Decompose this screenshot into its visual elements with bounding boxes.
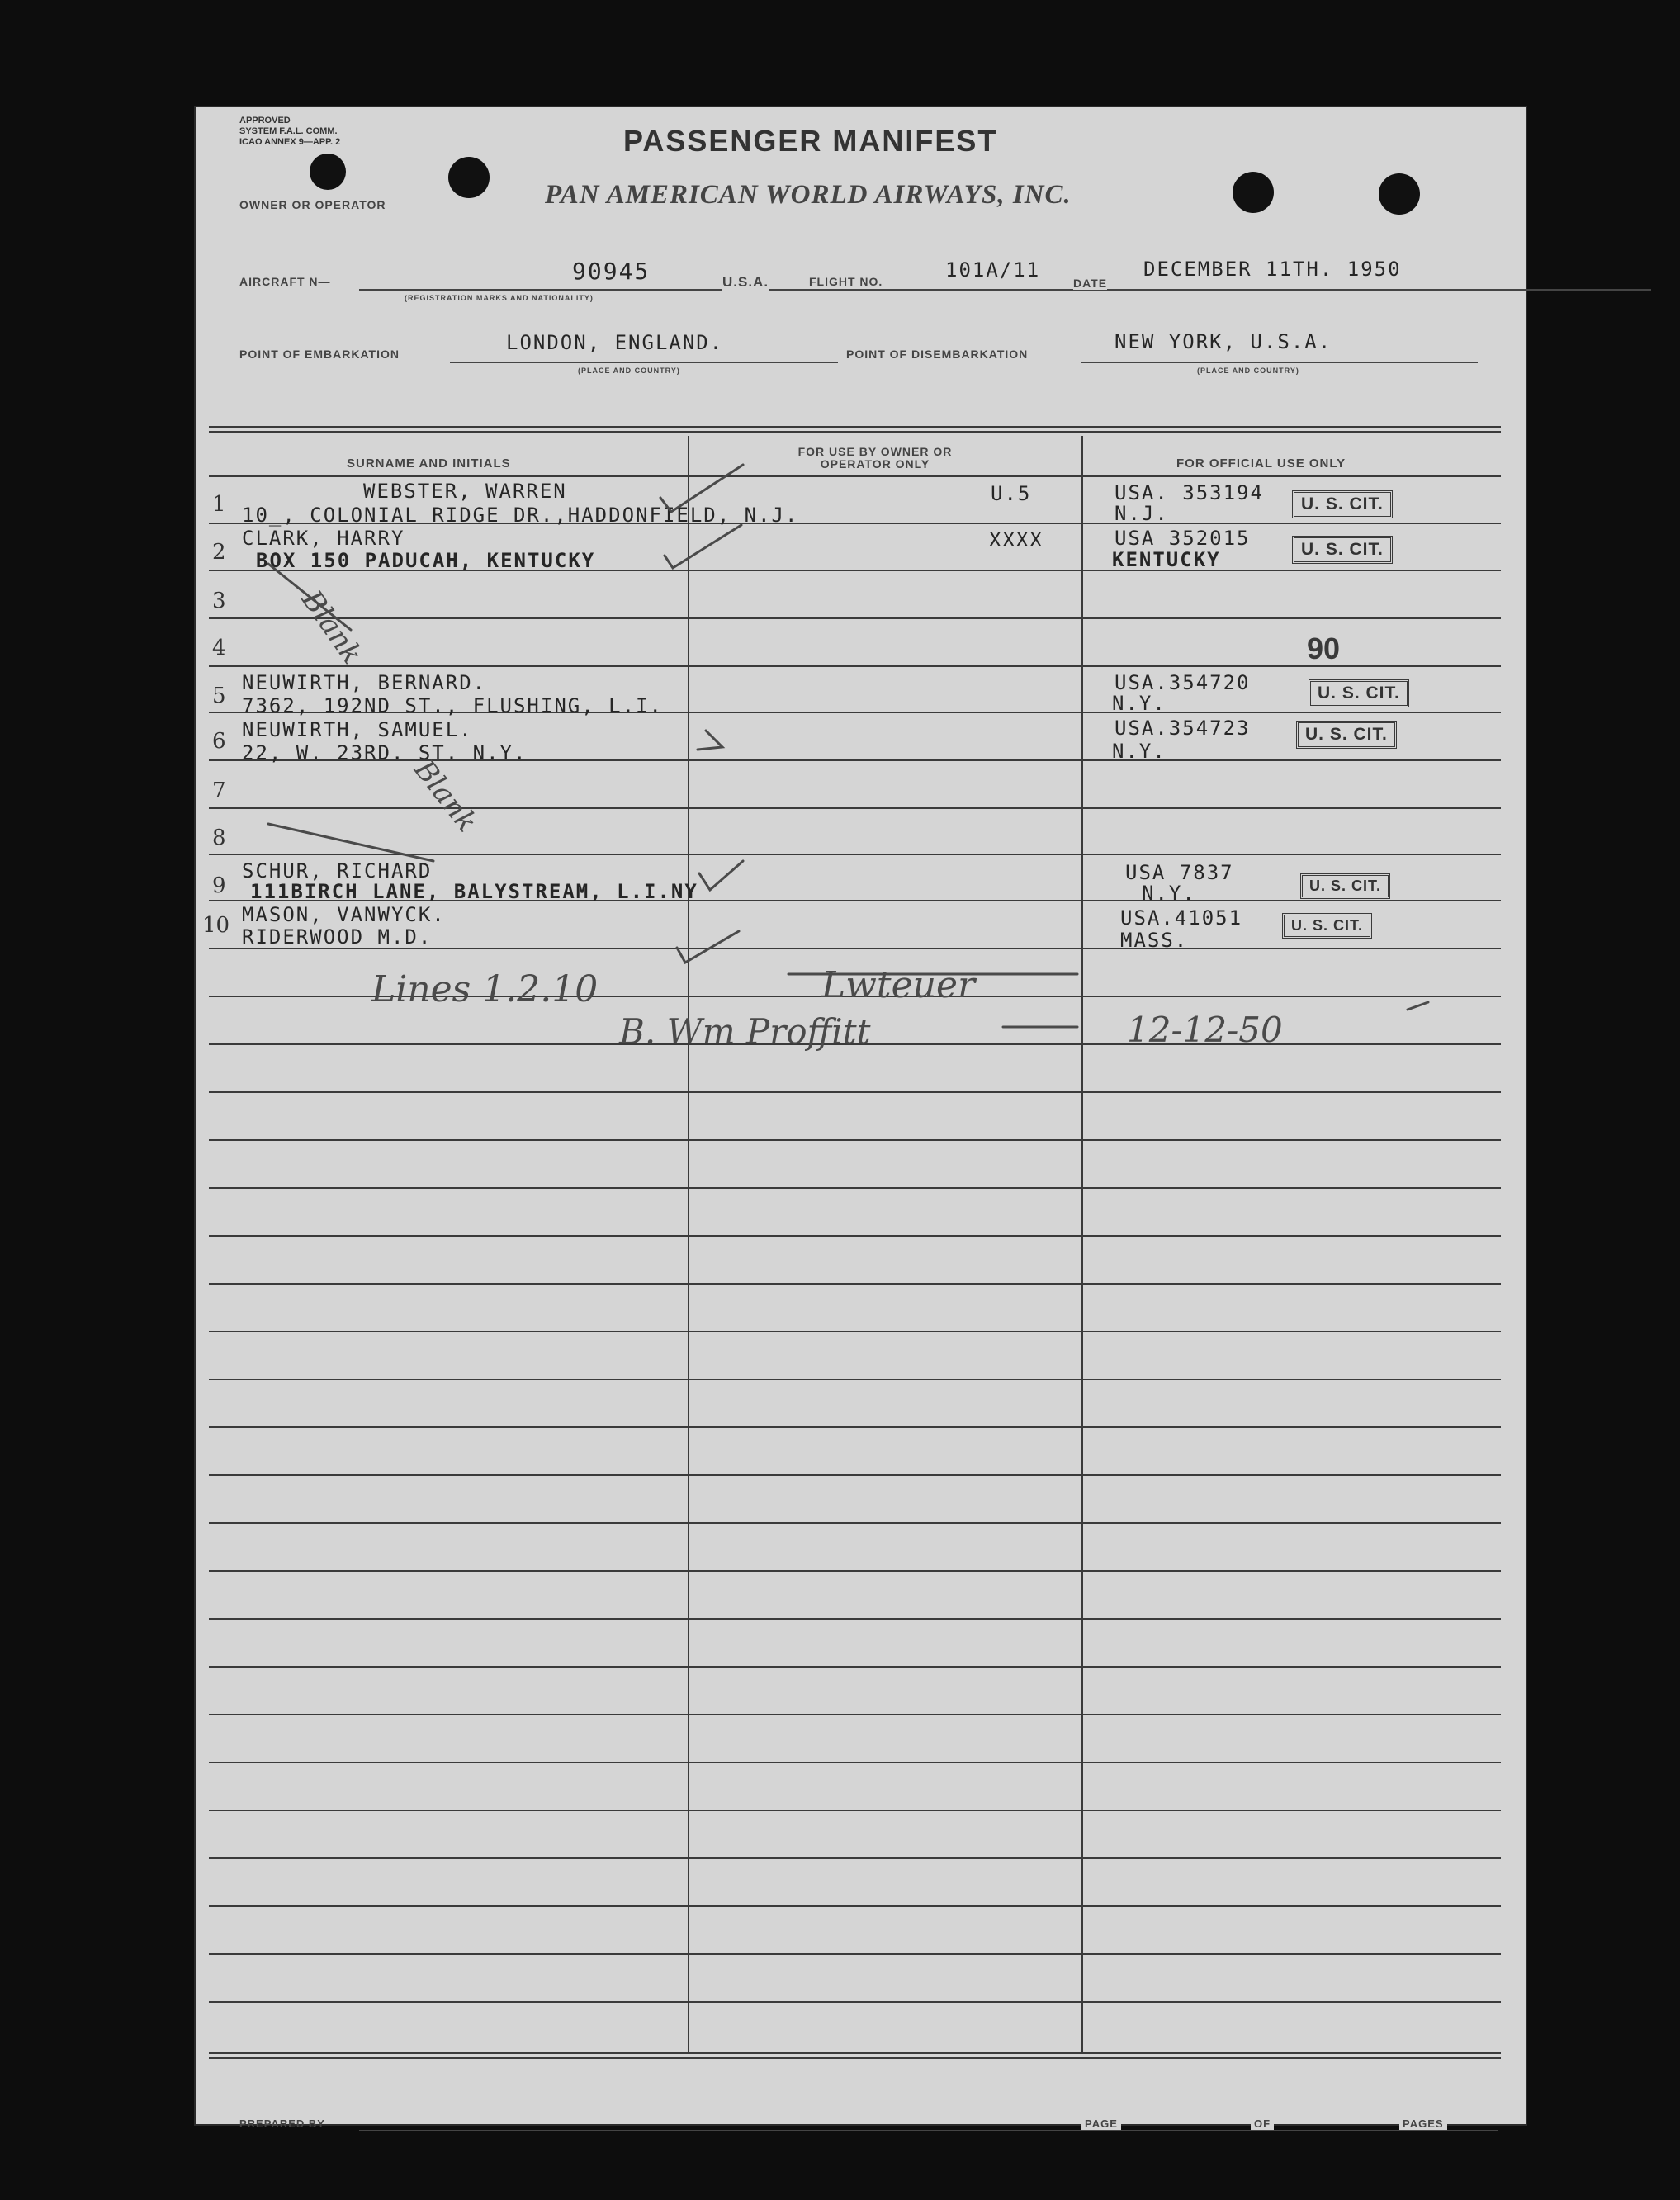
check-mark xyxy=(677,931,739,963)
row-number: 3 xyxy=(212,589,226,613)
table-rule xyxy=(209,1953,1501,1955)
handwritten-marks xyxy=(194,106,1527,1096)
disembarkation-value: NEW YORK, U.S.A. xyxy=(1114,330,1332,353)
approval-line: SYSTEM F.A.L. COMM. xyxy=(239,126,338,136)
table-rule xyxy=(209,1139,1501,1141)
header-surname: SURNAME AND INITIALS xyxy=(347,457,511,471)
operator-code: XXXX xyxy=(989,528,1043,551)
passenger-address: BOX 150 PADUCAH, KENTUCKY xyxy=(256,549,596,572)
table-rule xyxy=(209,2001,1501,2003)
passenger-address: 111BIRCH LANE, BALYSTREAM, L.I.NY xyxy=(250,880,698,903)
handwritten-signature: B. Wm Proffitt xyxy=(619,1011,871,1052)
citizenship-stamp: U. S. CIT. xyxy=(1309,679,1409,707)
table-rule xyxy=(209,1857,1501,1859)
passenger-name: WEBSTER, WARREN xyxy=(363,480,567,503)
header-operator: FOR USE BY OWNER OR OPERATOR ONLY xyxy=(797,445,953,471)
owner-label: OWNER OR OPERATOR xyxy=(239,198,386,211)
blank-annotation: Blank xyxy=(295,584,369,670)
table-rule xyxy=(209,1762,1501,1763)
check-mark xyxy=(698,731,722,750)
form-title: PASSENGER MANIFEST xyxy=(623,124,998,158)
row-number: 9 xyxy=(212,873,226,898)
passenger-name: MASON, VANWYCK. xyxy=(242,903,446,926)
official-number: USA 7837 xyxy=(1125,861,1234,884)
handwritten-signature: Lwteuer xyxy=(821,964,976,1006)
disembarkation-label: POINT OF DISEMBARKATION xyxy=(846,348,1029,361)
official-state: N.Y. xyxy=(1112,692,1167,715)
handwritten-note: Lines 1.2.10 xyxy=(371,968,599,1010)
official-number: USA.354720 xyxy=(1114,671,1251,694)
passenger-address: 7362, 192ND ST., FLUSHING, L.I. xyxy=(242,694,663,717)
page-label: PAGE xyxy=(1081,2117,1121,2130)
header-official: FOR OFFICIAL USE ONLY xyxy=(1176,457,1346,471)
official-state: N.J. xyxy=(1114,502,1169,525)
row-number: 2 xyxy=(212,540,226,565)
table-rule xyxy=(209,1283,1501,1285)
table-rule xyxy=(209,1570,1501,1572)
official-state: MASS. xyxy=(1120,929,1189,952)
table-rule xyxy=(209,1522,1501,1524)
table-rule xyxy=(209,1331,1501,1332)
blank-annotation: Blank xyxy=(407,754,484,839)
date-label: DATE xyxy=(1073,277,1108,290)
embarkation-value: LONDON, ENGLAND. xyxy=(506,331,724,354)
table-rule xyxy=(209,1379,1501,1380)
passenger-address: 10_, COLONIAL RIDGE DR.,HADDONFIELD, N.J. xyxy=(242,504,799,527)
official-number: USA.41051 xyxy=(1120,906,1243,930)
passenger-name: NEUWIRTH, SAMUEL. xyxy=(242,718,473,741)
of-label: OF xyxy=(1251,2117,1274,2130)
date-slash xyxy=(1408,1002,1428,1010)
flight-value: 101A/11 xyxy=(945,258,1041,282)
table-rule xyxy=(209,1618,1501,1620)
row-number: 1 xyxy=(212,492,226,517)
row-number: 4 xyxy=(212,636,226,660)
approval-line: ICAO ANNEX 9—APP. 2 xyxy=(239,137,341,147)
flight-label: FLIGHT NO. xyxy=(809,275,883,288)
row-number: 7 xyxy=(212,778,226,803)
row-number: 8 xyxy=(212,826,226,850)
date-value: DECEMBER 11TH. 1950 xyxy=(1143,258,1402,281)
operator-code: U.5 xyxy=(991,482,1032,505)
citizenship-stamp: U. S. CIT. xyxy=(1292,490,1393,518)
row-number: 10 xyxy=(202,913,230,938)
aircraft-label: AIRCRAFT N— xyxy=(239,275,331,288)
table-rule xyxy=(209,1714,1501,1715)
official-state: KENTUCKY xyxy=(1112,548,1221,571)
table-rule xyxy=(209,1235,1501,1237)
official-state: N.Y. xyxy=(1112,740,1167,763)
pages-label: PAGES xyxy=(1399,2117,1447,2130)
check-mark xyxy=(665,525,741,568)
table-rule xyxy=(209,1426,1501,1428)
blank-strike xyxy=(268,824,433,861)
embarkation-label: POINT OF EMBARKATION xyxy=(239,348,400,361)
official-number: USA.354723 xyxy=(1114,717,1251,740)
citizenship-stamp: U. S. CIT. xyxy=(1292,536,1393,564)
official-count: 90 xyxy=(1307,632,1341,665)
check-mark xyxy=(699,861,743,890)
row-number: 6 xyxy=(212,729,226,754)
citizenship-stamp: U. S. CIT. xyxy=(1296,721,1397,749)
registration-caption: (REGISTRATION MARKS AND NATIONALITY) xyxy=(405,294,594,302)
manifest-sheet xyxy=(194,106,1527,2130)
table-rule xyxy=(209,1474,1501,1476)
check-mark xyxy=(660,465,743,512)
row-number: 5 xyxy=(212,684,226,708)
passenger-address: RIDERWOOD M.D. xyxy=(242,925,433,949)
official-number: USA. 353194 xyxy=(1114,481,1264,504)
airline-name: PAN AMERICAN WORLD AIRWAYS, INC. xyxy=(545,180,1072,210)
passenger-name: SCHUR, RICHARD xyxy=(242,859,433,882)
approval-line: APPROVED xyxy=(239,116,291,125)
disembarkation-caption: (PLACE AND COUNTRY) xyxy=(1197,367,1299,375)
official-state: N.Y. xyxy=(1142,882,1196,905)
table-rule xyxy=(209,1905,1501,1907)
table-rule xyxy=(209,1187,1501,1189)
passenger-name: CLARK, HARRY xyxy=(242,527,405,550)
handwritten-date: 12-12-50 xyxy=(1127,1010,1283,1050)
passenger-address: 22, W. 23RD. ST. N.Y. xyxy=(242,741,528,764)
table-rule xyxy=(209,1666,1501,1668)
usa-label: U.S.A. xyxy=(722,274,769,290)
official-number: USA 352015 xyxy=(1114,527,1251,550)
prepared-by-label: PREPARED BY xyxy=(239,2117,325,2130)
aircraft-value: 90945 xyxy=(572,258,651,285)
passenger-name: NEUWIRTH, BERNARD. xyxy=(242,671,487,694)
citizenship-stamp: U. S. CIT. xyxy=(1300,873,1390,899)
table-rule xyxy=(209,1810,1501,1811)
embarkation-caption: (PLACE AND COUNTRY) xyxy=(578,367,680,375)
citizenship-stamp: U. S. CIT. xyxy=(1282,913,1372,939)
